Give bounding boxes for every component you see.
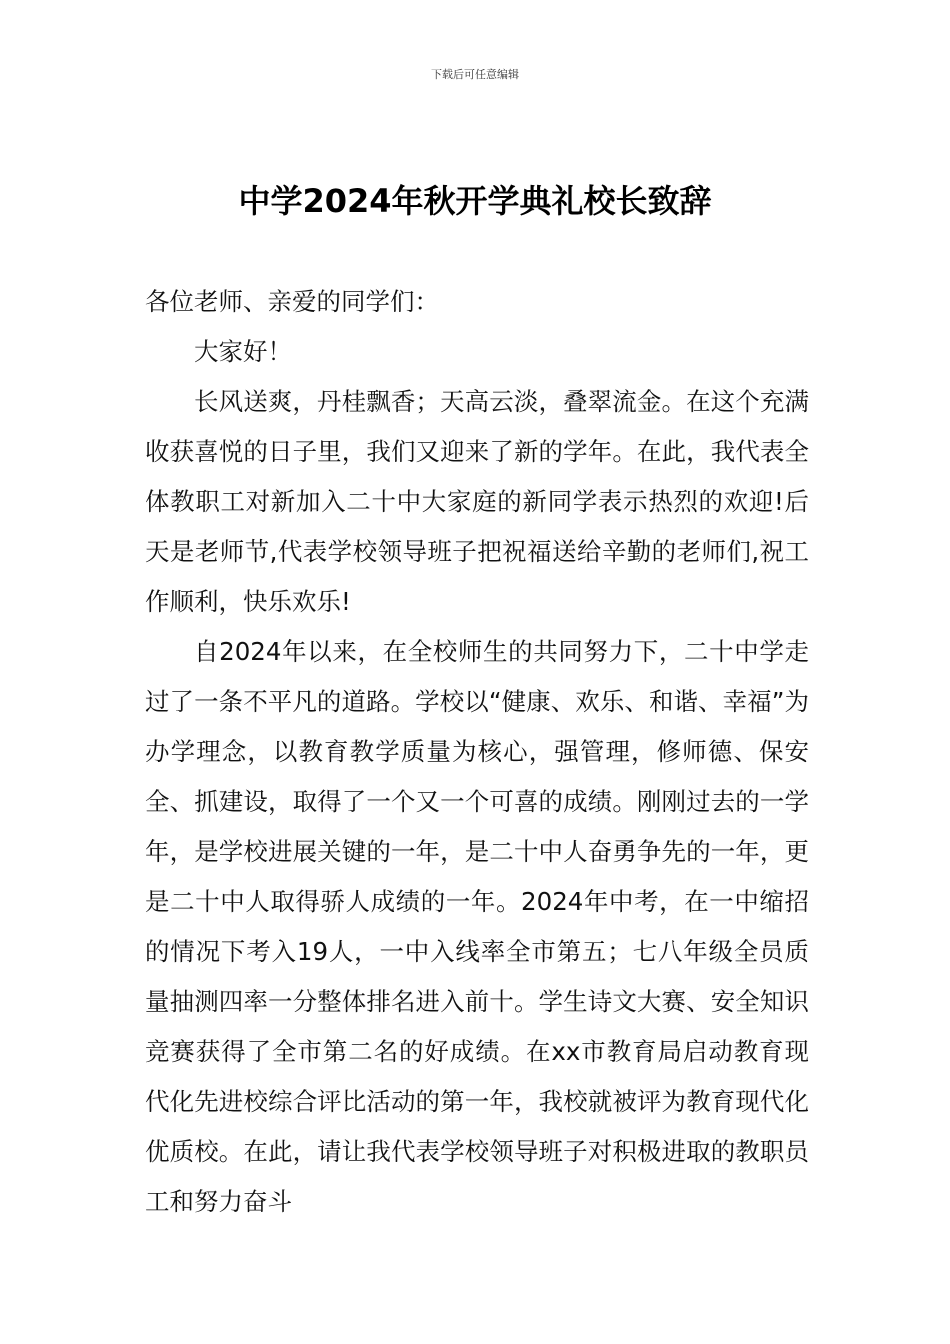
document-body [145,277,809,1227]
salutation: 各位老师、亲爱的同学们： [145,287,439,316]
header-note: 下载后可任意编辑 [431,68,519,81]
paragraph-greeting: 大家好！ [194,337,292,366]
document-title: 中学2024年秋开学典礼校长致辞 [238,182,712,220]
paragraph-welcome: 长风送爽，丹桂飘香；天高云淡，叠翠流金。在这个充满收获喜悦的日子里，我们又迎来了新的学年。在此，我代表全体教职工对新加入二十中大家庭的新同学表示热烈的欢迎!后天是老师节,代表学校领导班子把祝福送给辛勤的老师们,祝工作顺利，快乐欢乐! [145,387,809,616]
paragraph-achievements: 自2024年以来，在全校师生的共同努力下，二十中学走过了一条不平凡的道路。学校以“健康、欢乐、和谐、幸福”为办学理念，以教育教学质量为核心，强管理，修师德、保安全、抓建设，取得了一个又一个可喜的成绩。刚刚过去的一学年，是学校进展关键的一年，是二十中人奋勇争先的一年，更是二十中人取得骄人成绩的一年。2024年中考，在一中缩招的情况下考入19人，一中入线率全市第五；七八年级全员质量抽测四率一分整体排名进入前十。学生诗文大赛、安全知识竞赛获得了全市第二名的好成绩。在xx市教育局启动教育现代化先进校综合评比活动的第一年，我校就被评为教育现代化优质校。在此，请让我代表学校领导班子对积极进取的教职员工和努力奋斗 [145,637,809,1216]
